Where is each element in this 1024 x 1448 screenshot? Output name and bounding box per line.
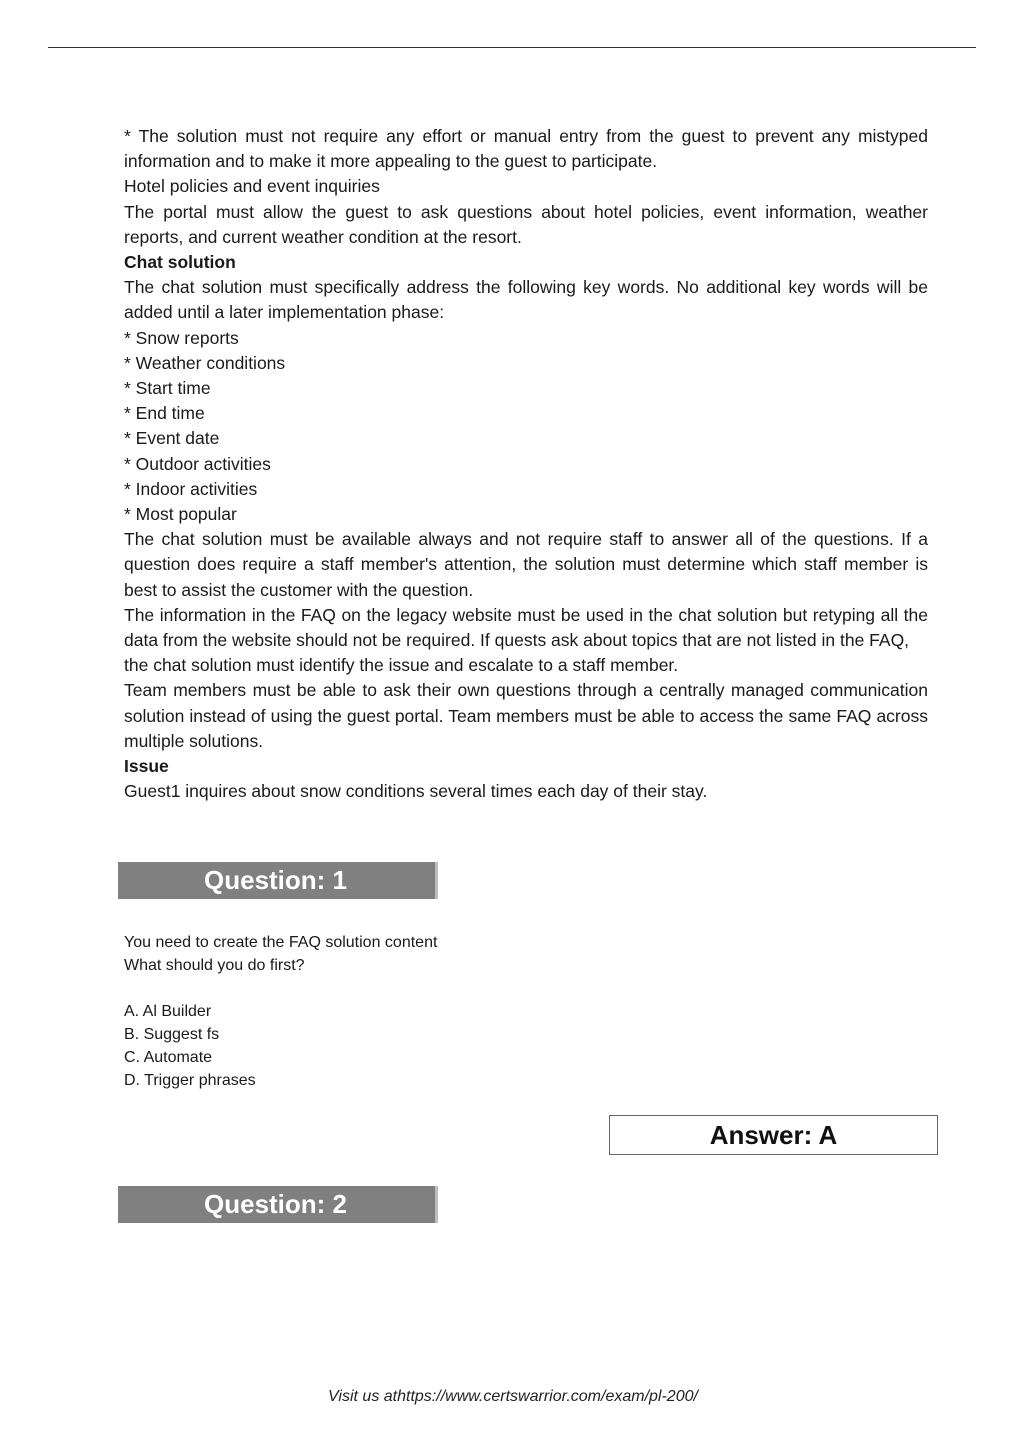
- question-2-heading: Question: 2: [204, 1189, 348, 1219]
- section-subheading: Hotel policies and event inquiries: [124, 176, 380, 197]
- question-1-prompt-line: What should you do first?: [124, 957, 305, 974]
- requirement-paragraph: The portal must allow the guest to ask questions about hotel policies, event information, weather reports, and current weather condition at the resort.: [124, 201, 928, 247]
- question-1-options: [124, 1000, 256, 1092]
- case-study-body: [124, 124, 928, 804]
- keyword-item: * End time: [124, 403, 205, 424]
- keyword-item: * Weather conditions: [124, 352, 286, 373]
- issue-paragraph: Guest1 inquires about snow conditions several times each day of their stay.: [124, 781, 708, 802]
- requirement-paragraph: The information in the FAQ on the legacy website must be used in the chat solution but retyping all the data from the website should not be required. If quests ask about topics that are not listed in the FAQ,: [124, 604, 928, 651]
- footer-link-text[interactable]: [0, 1388, 1024, 1406]
- keyword-item: * Most popular: [124, 504, 237, 525]
- option-a: A. Al Builder: [124, 1003, 212, 1020]
- section-heading-issue: Issue: [124, 756, 169, 777]
- question-1-prompt: [124, 931, 437, 977]
- option-c: C. Automate: [124, 1049, 213, 1066]
- requirement-paragraph: * The solution must not require any effort or manual entry from the guest to prevent any mistyped information and to make it more appealing to the guest to participate.: [124, 126, 928, 172]
- answer-box: Answer: A: [609, 1115, 938, 1155]
- keyword-item: * Snow reports: [124, 327, 239, 348]
- keyword-item: * Event date: [124, 428, 220, 449]
- option-d: D. Trigger phrases: [124, 1072, 256, 1089]
- requirement-paragraph: the chat solution must identify the issue and escalate to a staff member.: [124, 655, 679, 676]
- question-1-prompt-line: You need to create the FAQ solution content: [124, 934, 438, 951]
- question-1-heading: Question: 1: [204, 865, 348, 895]
- keyword-item: * Outdoor activities: [124, 453, 271, 474]
- section-heading-chat-solution: Chat solution: [124, 252, 236, 273]
- keyword-item: * Indoor activities: [124, 478, 258, 499]
- question-1-heading-bar: [118, 862, 438, 899]
- keyword-item: * Start time: [124, 378, 211, 399]
- requirement-paragraph: The chat solution must specifically address the following key words. No additional key words will be added until a later implementation phase:: [124, 277, 928, 323]
- question-2-heading-bar: [118, 1186, 438, 1223]
- requirement-paragraph: The chat solution must be available always and not require staff to answer all of the questions. If a question does require a staff member's attention, the solution must determine which staff member is best to assist the customer with the question.: [124, 529, 928, 600]
- footer-text[interactable]: Visit us athttps://www.certswarrior.com/exam/pl-200/: [328, 1388, 698, 1405]
- option-b: B. Suggest fs: [124, 1026, 220, 1043]
- requirement-paragraph: Team members must be able to ask their own questions through a centrally managed communication solution instead of using the guest portal. Team members must be able to access the same FAQ across multiple solutions.: [124, 680, 928, 751]
- header-rule: [48, 47, 976, 48]
